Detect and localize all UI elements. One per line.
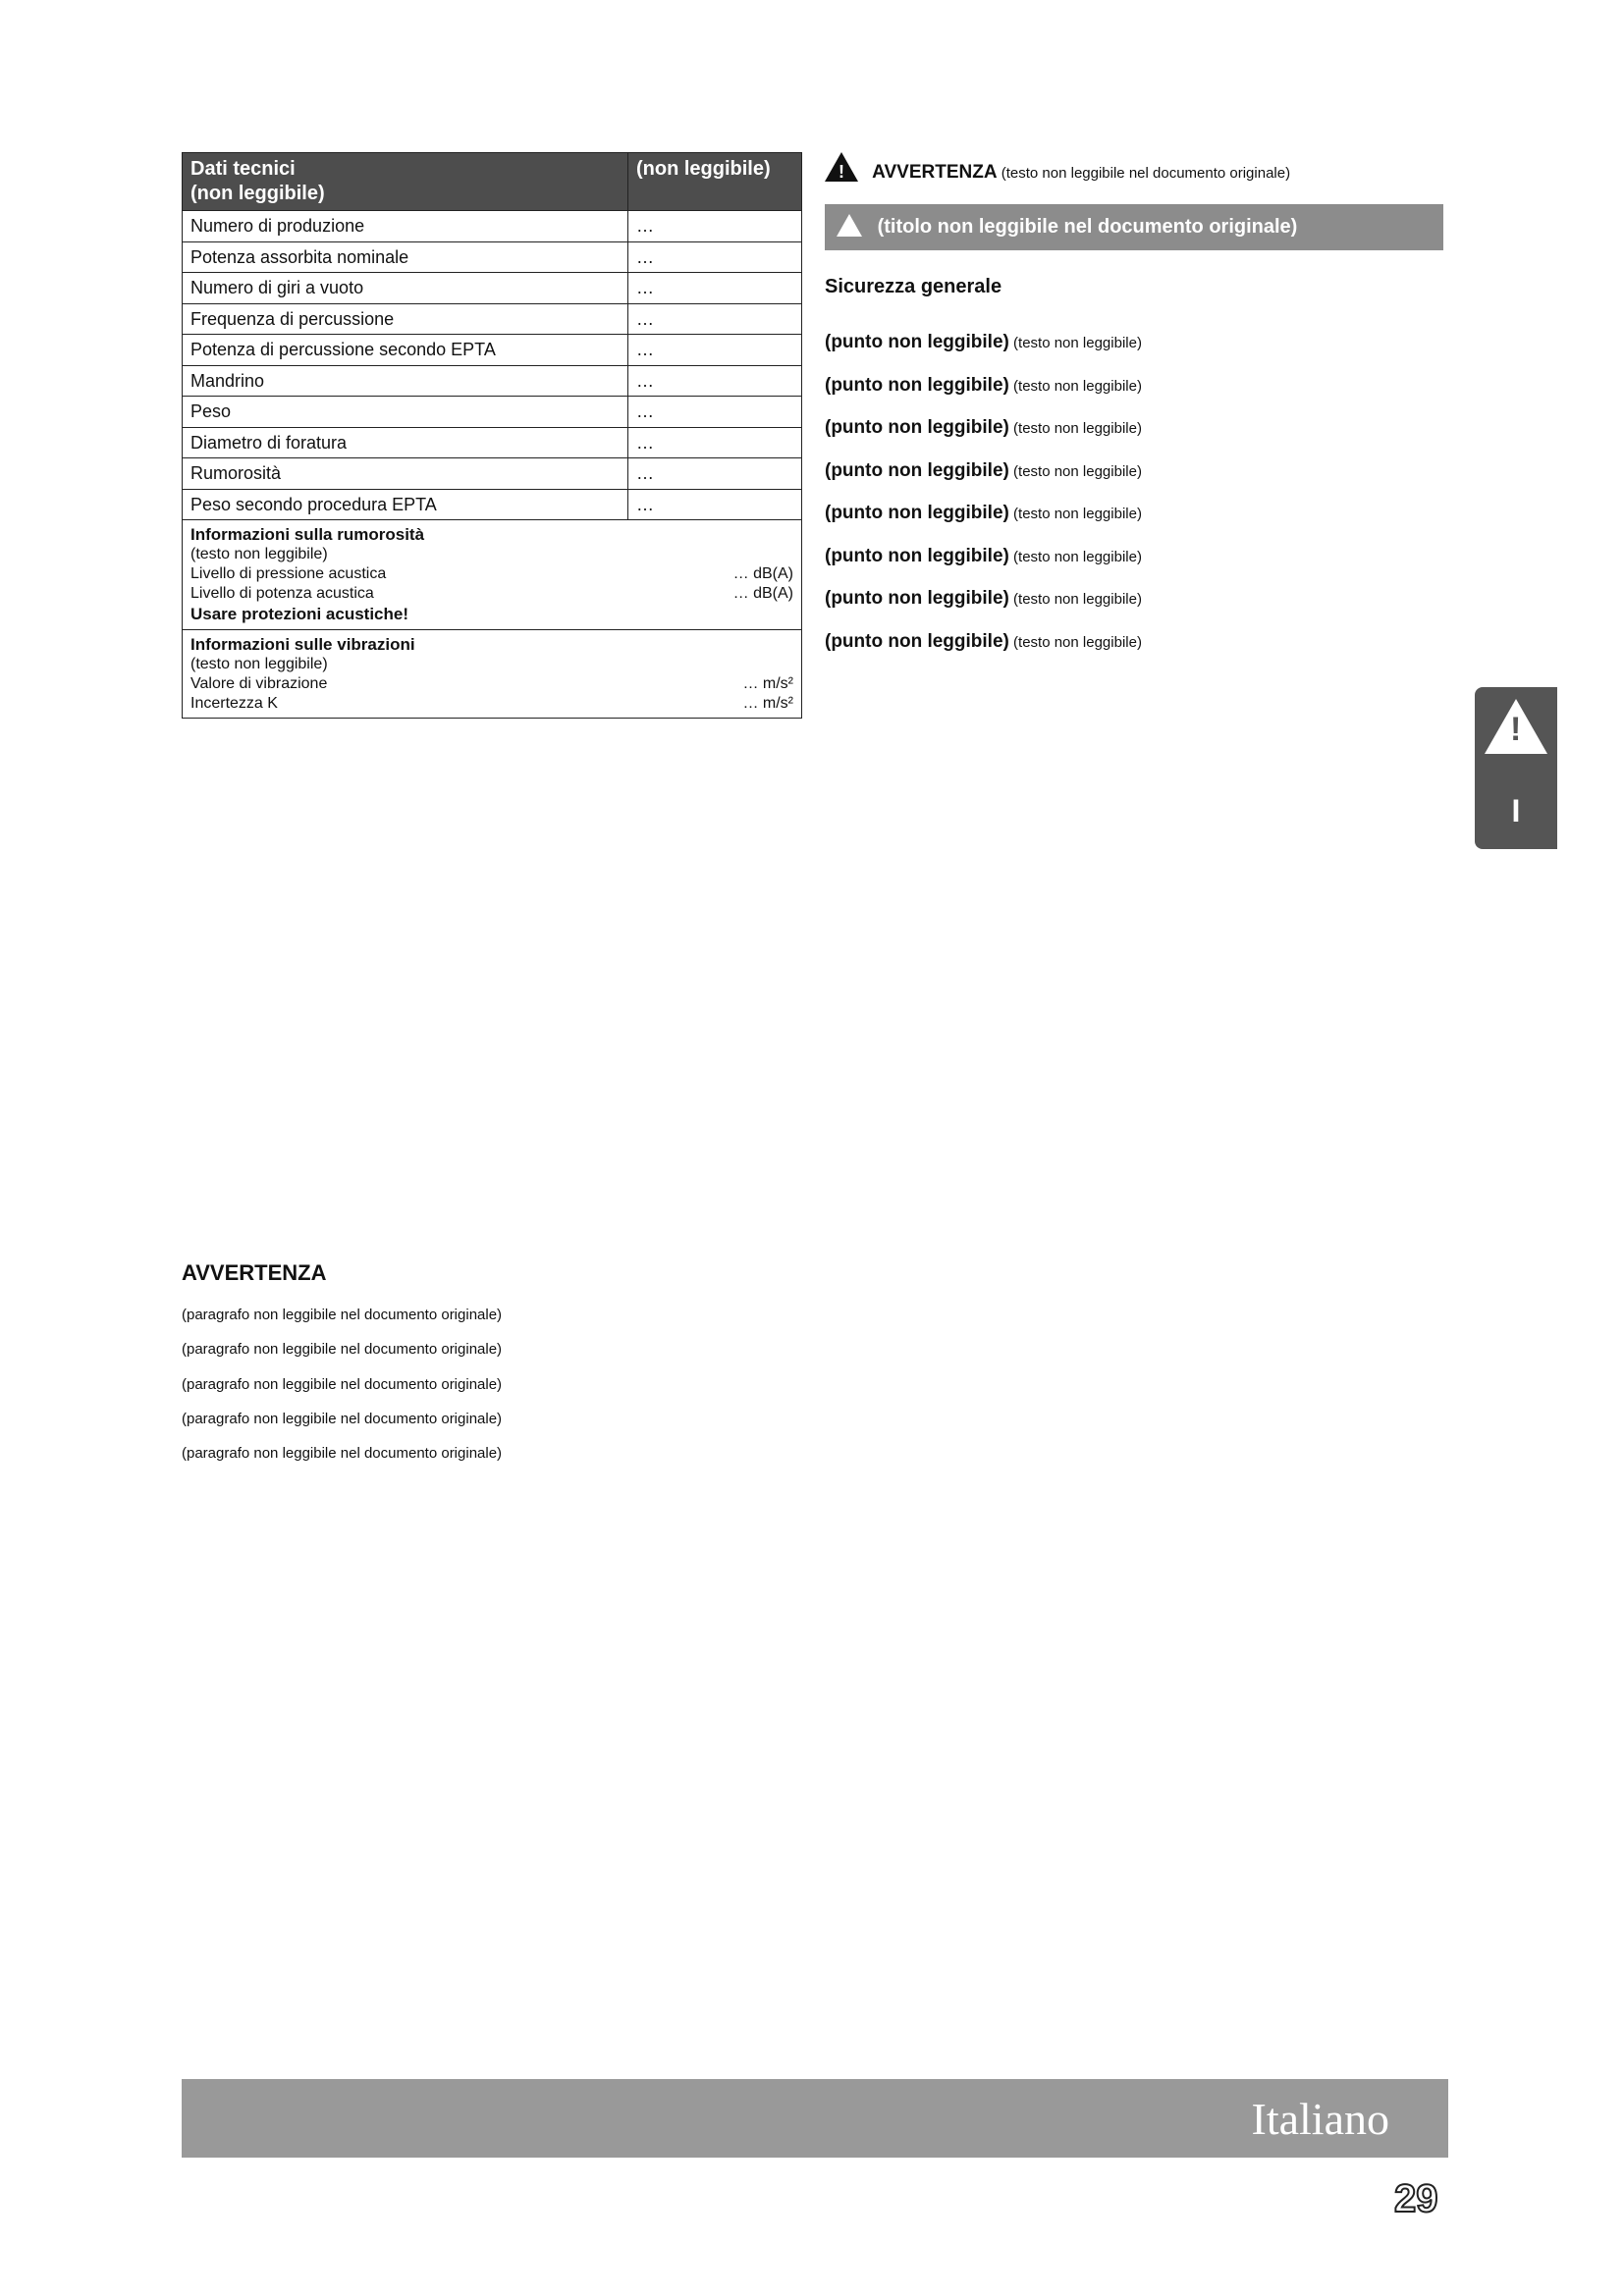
side-warning-tab <box>1475 687 1557 849</box>
noise-note-value: … dB(A) <box>732 585 793 603</box>
spec-row <box>183 335 802 366</box>
safety-point-text: (testo non leggibile) <box>1013 591 1142 609</box>
noise-note-row <box>190 564 793 584</box>
safety-point-head: (punto non leggibile) <box>825 332 1009 353</box>
side-tab-letter: I <box>1511 793 1521 828</box>
left-column <box>182 1256 802 1476</box>
vibration-note-label: Valore di vibrazione <box>190 674 328 692</box>
footer-bar <box>182 2079 1448 2158</box>
noise-notes-text: (testo non leggibile) <box>190 546 328 563</box>
warning-block <box>825 152 1443 187</box>
safety-point-head: (punto non leggibile) <box>825 588 1009 610</box>
spec-label: Potenza di percussione secondo EPTA <box>183 335 628 366</box>
spec-label: Peso <box>183 397 628 428</box>
warning-icon <box>1485 699 1547 754</box>
spec-row <box>183 241 802 273</box>
safety-point-head: (punto non leggibile) <box>825 630 1009 652</box>
spec-row <box>183 489 802 520</box>
spec-row <box>183 303 802 335</box>
spec-label: Potenza assorbita nominale <box>183 241 628 273</box>
safety-point-text: (testo non leggibile) <box>1013 548 1142 565</box>
spec-label: Numero di produzione <box>183 211 628 242</box>
right-column <box>825 152 1443 669</box>
safety-bar-heading-text: (titolo non leggibile nel documento originale) <box>877 216 1298 239</box>
safety-point-head: (punto non leggibile) <box>825 374 1009 396</box>
safety-bar-heading <box>825 204 1443 250</box>
left-section-title: AVVERTENZA <box>182 1260 327 1285</box>
spec-label: Rumorosità <box>183 458 628 490</box>
spec-value: … <box>628 273 802 304</box>
spec-row <box>183 365 802 397</box>
spec-row <box>183 211 802 242</box>
spec-table <box>182 152 802 719</box>
noise-notes-row <box>183 520 802 630</box>
safety-point <box>825 371 1443 400</box>
spec-value: … <box>628 489 802 520</box>
vibration-note-row <box>190 674 793 694</box>
safety-point <box>825 328 1443 356</box>
left-paragraph: (paragrafo non leggibile nel documento originale) <box>182 1410 503 1427</box>
vibration-note-value: … m/s² <box>742 694 793 712</box>
vibration-notes-row <box>183 629 802 718</box>
noise-note-label: Livello di potenza acustica <box>190 585 374 603</box>
spec-label: Diametro di foratura <box>183 427 628 458</box>
vibration-notes-text: (testo non leggibile) <box>190 655 328 672</box>
spec-label: Peso secondo procedura EPTA <box>183 489 628 520</box>
vibration-note-value: … m/s² <box>742 674 793 692</box>
spec-value: … <box>628 335 802 366</box>
safety-point <box>825 584 1443 613</box>
warning-icon <box>825 152 858 182</box>
general-safety-heading: Sicurezza generale <box>825 276 1002 298</box>
warning-icon <box>837 214 862 237</box>
left-paragraph: (paragrafo non leggibile nel documento originale) <box>182 1375 503 1393</box>
spec-header-left: Dati tecnici <box>190 158 296 180</box>
vibration-notes-title: Informazioni sulle vibrazioni <box>190 634 415 654</box>
spec-row <box>183 273 802 304</box>
safety-point-text: (testo non leggibile) <box>1013 420 1142 438</box>
safety-point <box>825 627 1443 656</box>
safety-point-text: (testo non leggibile) <box>1013 506 1142 523</box>
spec-value: … <box>628 365 802 397</box>
safety-point-head: (punto non leggibile) <box>825 459 1009 481</box>
safety-point-head: (punto non leggibile) <box>825 503 1009 524</box>
safety-point-text: (testo non leggibile) <box>1013 377 1142 395</box>
safety-point <box>825 456 1443 485</box>
safety-point-head: (punto non leggibile) <box>825 545 1009 566</box>
spec-label: Frequenza di percussione <box>183 303 628 335</box>
noise-notes-title: Informazioni sulla rumorosità <box>190 525 425 544</box>
noise-note-value: … dB(A) <box>732 565 793 583</box>
safety-point-text: (testo non leggibile) <box>1013 462 1142 480</box>
spec-value: … <box>628 458 802 490</box>
noise-note-label: Livello di pressione acustica <box>190 565 387 583</box>
safety-point <box>825 542 1443 570</box>
safety-point <box>825 499 1443 527</box>
spec-row <box>183 397 802 428</box>
safety-point-head: (punto non leggibile) <box>825 417 1009 439</box>
vibration-note-row <box>190 694 793 714</box>
spec-table-header <box>183 153 802 211</box>
spec-row <box>183 427 802 458</box>
spec-value: … <box>628 241 802 273</box>
spec-label: Numero di giri a vuoto <box>183 273 628 304</box>
spec-value: … <box>628 211 802 242</box>
page-number: 29 <box>1394 2177 1438 2220</box>
spec-value: … <box>628 397 802 428</box>
spec-value: … <box>628 303 802 335</box>
noise-notes-footer: Usare protezioni acustiche! <box>190 605 409 624</box>
safety-point <box>825 413 1443 442</box>
warning-text: (testo non leggibile nel documento originale) <box>1001 165 1291 182</box>
left-paragraph: (paragrafo non leggibile nel documento originale) <box>182 1445 503 1463</box>
vibration-note-label: Incertezza K <box>190 694 278 712</box>
spec-label: Mandrino <box>183 365 628 397</box>
left-paragraph: (paragrafo non leggibile nel documento originale) <box>182 1307 503 1324</box>
footer-language: Italiano <box>1251 2094 1389 2144</box>
spec-header-left-2: (non leggibile) <box>190 183 325 204</box>
spec-row <box>183 458 802 490</box>
left-paragraph: (paragrafo non leggibile nel documento originale) <box>182 1341 503 1359</box>
warning-lead: AVVERTENZA <box>872 162 998 183</box>
safety-point-text: (testo non leggibile) <box>1013 633 1142 651</box>
spec-header-right: (non leggibile) <box>628 153 802 211</box>
safety-point-text: (testo non leggibile) <box>1013 335 1142 352</box>
noise-note-row <box>190 584 793 604</box>
spec-value: … <box>628 427 802 458</box>
